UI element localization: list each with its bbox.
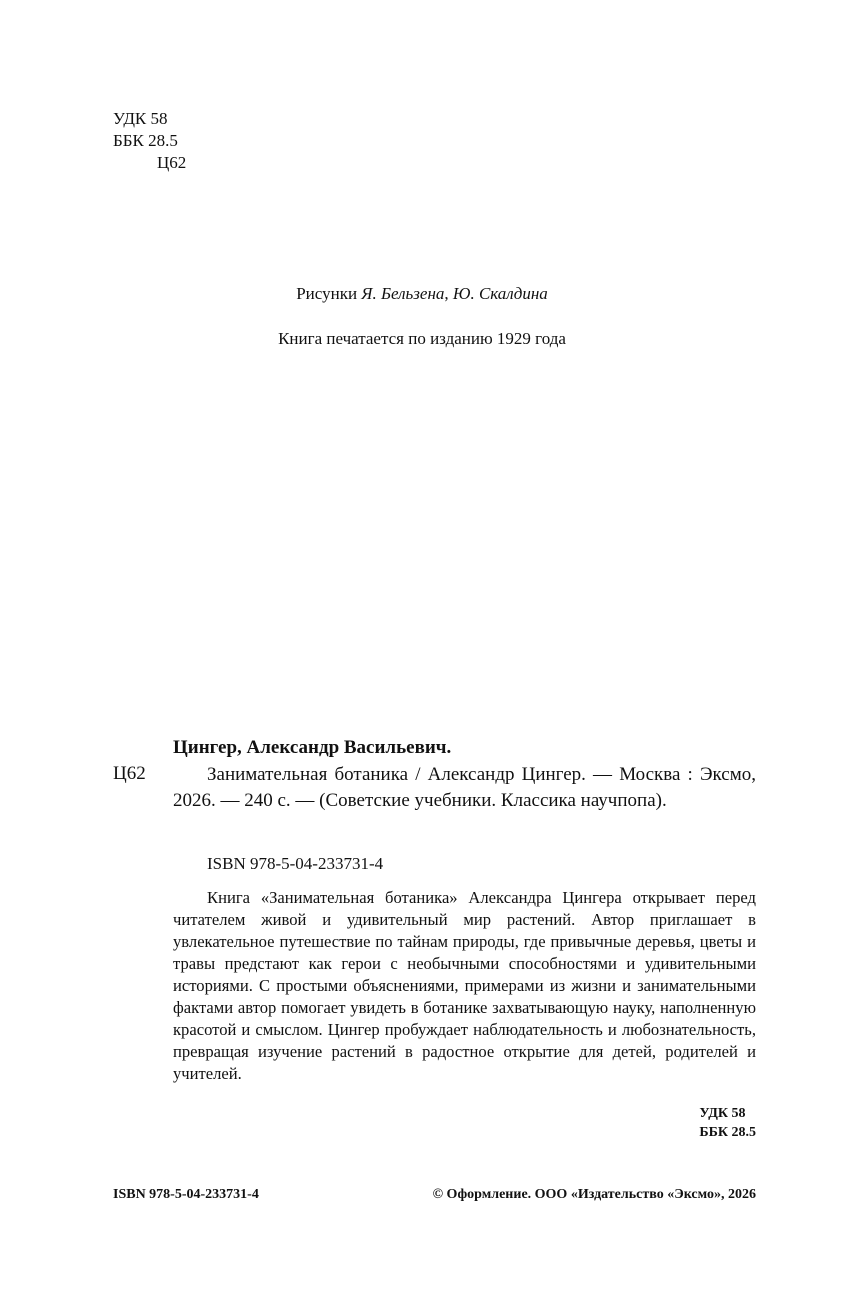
footer-isbn: ISBN 978-5-04-233731-4 <box>113 1187 259 1202</box>
record-description: Занимательная ботаника / Александр Цингер. — Москва : Эксмо, 2026. — 240 с. — (Советские учебники. Классика научпопа). <box>173 764 756 811</box>
edition-note: Книга печатается по изданию 1929 года <box>278 329 566 348</box>
bbk-code: ББК 28.5 <box>113 131 178 150</box>
classification-top <box>113 108 186 174</box>
record-author: Цингер, Александр Васильевич. <box>173 737 452 758</box>
udk-code-bottom: УДК 58 <box>699 1106 746 1121</box>
footer-copyright: © Оформление. ООО «Издательство «Эксмо», 2026 <box>432 1187 756 1202</box>
illustrator-2: Ю. Скалдина <box>452 284 548 303</box>
record-code: Ц62 <box>113 763 146 784</box>
author-mark: Ц62 <box>157 153 187 172</box>
record-isbn: ISBN 978-5-04-233731-4 <box>207 854 384 873</box>
illustrations-credit <box>0 283 844 305</box>
illustrations-separator: , <box>444 284 453 303</box>
illustrations-prefix: Рисунки <box>296 284 362 303</box>
bbk-code-bottom: ББК 28.5 <box>699 1125 756 1140</box>
classification-bottom <box>699 1104 756 1142</box>
udk-code: УДК 58 <box>113 109 168 128</box>
illustrator-1: Я. Бельзена <box>361 284 445 303</box>
annotation: Книга «Занимательная ботаника» Александра Цингера открывает перед читателем живой и удивительный мир растений. Автор приглашает в увлекательное путешествие по тайнам природы, где привычные деревья, цветы и травы предстают как герои с необычными способностями и удивительными историями. С простыми объяснениями, примерами из жизни и занимательными фактами автор помогает увидеть в ботанике захватывающую науку, наполненную красотой и смыслом. Цингер пробуждает наблюдательность и любознательность, превращая изучение растений в радостное открытие для детей, родителей и учителей. <box>173 888 756 1083</box>
